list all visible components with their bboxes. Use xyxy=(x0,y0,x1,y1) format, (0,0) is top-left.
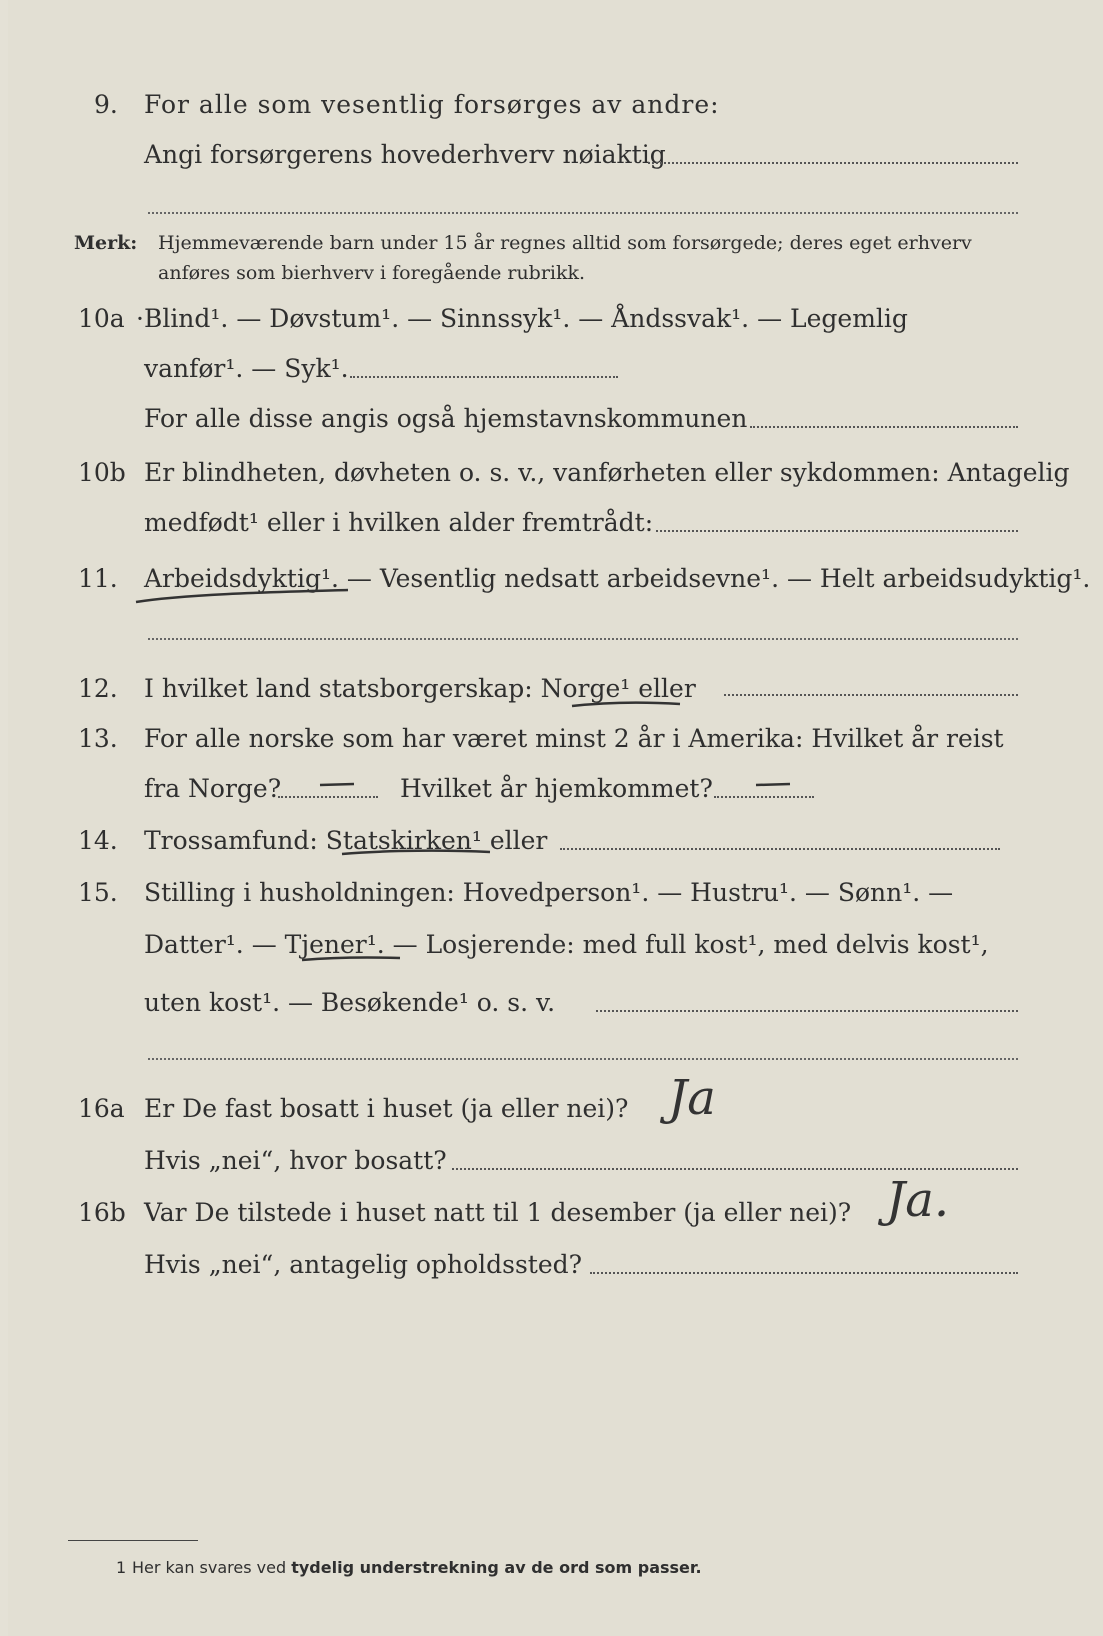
q12-line1: I hvilket land statsborgerskap: Norge¹ eller xyxy=(144,674,696,703)
q11-line1: Arbeidsdyktig¹. — Vesentlig nedsatt arbeidsevne¹. — Helt arbeidsudyktig¹. xyxy=(144,564,1091,593)
q13-reist-line xyxy=(278,796,378,798)
q13-line1: For alle norske som har været minst 2 år i Amerika: Hvilket år reist xyxy=(144,724,1004,753)
q10a-line3: For alle disse angis også hjemstavnskommunen xyxy=(144,404,748,433)
q16b-handwritten-answer: Ja. xyxy=(886,1172,950,1228)
q16a-line2: Hvis „nei“, hvor bosatt? xyxy=(144,1146,447,1175)
q9-answer-line xyxy=(648,162,1018,164)
q11-extra-line xyxy=(148,638,1018,640)
footnote-mark: 1 xyxy=(116,1558,127,1577)
q10a-line1: ·Blind¹. — Døvstum¹. — Sinnssyk¹. — Åndssvak¹. — Legemlig xyxy=(136,304,908,333)
q16b-line1: Var De tilstede i huset natt til 1 desember (ja eller nei)? xyxy=(144,1198,852,1227)
q16b-answer-line xyxy=(590,1272,1018,1274)
q9-extra-line xyxy=(148,212,1018,214)
q9-line2: Angi forsørgerens hovederhverv nøiaktig xyxy=(144,140,666,169)
q14-answer-line xyxy=(560,848,1000,850)
q10a-number: 10a xyxy=(78,304,125,333)
q13-hjemkommet-line xyxy=(714,796,814,798)
q10b-line1: Er blindheten, døvheten o. s. v., vanførheten eller sykdommen: Antagelig xyxy=(144,458,1070,487)
q9-line1: For alle som vesentlig forsørges av andre: xyxy=(144,90,720,119)
q15-line2: Datter¹. — Tjener¹. — Losjerende: med full kost¹, med delvis kost¹, xyxy=(144,930,989,959)
q15-line1: Stilling i husholdningen: Hovedperson¹. — Hustru¹. — Sønn¹. — xyxy=(144,878,954,907)
q13-line2a: fra Norge? xyxy=(144,774,282,803)
q15-extra-line xyxy=(148,1058,1018,1060)
footnote-text xyxy=(132,1558,702,1577)
q15-underline-mark xyxy=(298,950,408,970)
q10a-line2: vanfør¹. — Syk¹. xyxy=(144,354,349,383)
q14-number: 14. xyxy=(78,826,118,855)
q10b-answer-line xyxy=(656,530,1018,532)
merk-label: Merk: xyxy=(74,232,138,254)
q10a-hjemstavn-line xyxy=(750,426,1018,428)
q13-line2b: Hvilket år hjemkommet? xyxy=(400,774,713,803)
q15-answer-line xyxy=(596,1010,1018,1012)
q13-number: 13. xyxy=(78,724,118,753)
q16a-answer-line xyxy=(452,1168,1018,1170)
q9-number: 9. xyxy=(94,90,118,119)
q11-number: 11. xyxy=(78,564,118,593)
q13-dash-mark xyxy=(318,780,358,790)
q13-dash-mark-2 xyxy=(754,780,794,790)
q12-underline-mark xyxy=(568,694,688,714)
q16a-handwritten-answer: Ja xyxy=(668,1070,716,1126)
merk-line2: anføres som bierhverv i foregående rubrikk. xyxy=(158,262,586,284)
census-form-sheet xyxy=(8,0,1103,1636)
q14-line1: Trossamfund: Statskirken¹ eller xyxy=(144,826,548,855)
q16b-line2: Hvis „nei“, antagelig opholdssted? xyxy=(144,1250,583,1279)
footnote-text-b: tydelig understrekning av de ord som passer. xyxy=(291,1558,702,1577)
q10b-line2: medfødt¹ eller i hvilken alder fremtrådt: xyxy=(144,508,654,537)
q10b-number: 10b xyxy=(78,458,126,487)
footnote-rule xyxy=(68,1540,198,1541)
q10a-answer-line xyxy=(350,376,618,378)
q14-underline-mark xyxy=(338,844,498,864)
q16a-number: 16a xyxy=(78,1094,125,1123)
footnote-text-a: Her kan svares ved xyxy=(132,1558,292,1577)
q16a-line1: Er De fast bosatt i huset (ja eller nei)? xyxy=(144,1094,629,1123)
q12-answer-line xyxy=(724,694,1018,696)
q15-number: 15. xyxy=(78,878,118,907)
q16b-number: 16b xyxy=(78,1198,126,1227)
q11-underline-mark xyxy=(126,580,356,610)
q12-number: 12. xyxy=(78,674,118,703)
merk-line1: Hjemmeværende barn under 15 år regnes alltid som forsørgede; deres eget erhverv xyxy=(158,232,972,254)
q15-line3: uten kost¹. — Besøkende¹ o. s. v. xyxy=(144,988,556,1017)
